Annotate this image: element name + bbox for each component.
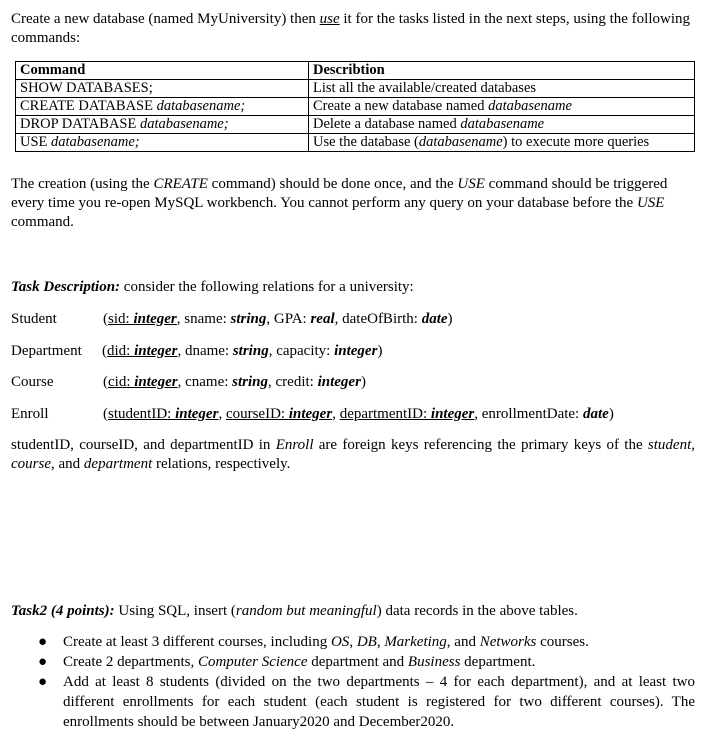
header-description: Describtion [309,62,695,80]
description-cell: Create a new database named databasename [309,98,695,116]
header-command: Command [16,62,309,80]
task2-heading: Task2 (4 points): Using SQL, insert (random but meaningful) data records in the above tables. [11,603,578,619]
table-row [16,116,695,134]
description-cell: List all the available/created databases [309,80,695,98]
intro-paragraph: Create a new database (named MyUniversity) then use it for the tasks listed in the next steps, using the following commands: [11,11,691,46]
relation-attributes: (did: integer, dname: string, capacity: integer) [102,343,383,359]
relation-attributes: (cid: integer, cname: string, credit: integer) [103,374,366,390]
usage-note-paragraph: The creation (using the CREATE command) should be done once, and the USE command should be triggered every time you re-open MySQL workbench. You cannot perform any query on your database before the USE command. [11,176,668,230]
relation-name: Department [11,343,82,359]
table-row [16,80,695,98]
relation-course [11,373,711,392]
relation-name: Enroll [11,406,49,422]
list-item: ● Create 2 departments, Computer Science department and Business department. [38,654,536,670]
table-row [16,98,695,116]
list-item: ● Add at least 8 students (divided on the two departments – 4 for each department), and at least two different enrollments for each student (each student is registered for two different courses). The enrollments should be between January2020 and December2020. [38,674,695,730]
table-header-row [16,62,695,80]
command-cell: DROP DATABASE databasename; [16,116,309,134]
use-keyword: use [319,11,340,27]
table-row [16,134,695,152]
command-cell: SHOW DATABASES; [16,80,309,98]
bullet-icon: ● [38,654,48,670]
bullet-icon: ● [38,634,48,650]
task-description-heading: Task Description: consider the following relations for a university: [11,279,414,295]
commands-table [15,61,695,152]
bullet-icon: ● [38,674,48,690]
list-item: ● Create at least 3 different courses, including OS, DB, Marketing, and Networks courses. [38,634,589,650]
command-cell: CREATE DATABASE databasename; [16,98,309,116]
relation-department [11,342,711,361]
relation-attributes: (sid: integer, sname: string, GPA: real, dateOfBirth: date) [103,311,453,327]
relation-enroll [11,405,711,424]
command-cell: USE databasename; [16,134,309,152]
description-cell: Use the database (databasename) to execute more queries [309,134,695,152]
task2-bullet-list [0,632,700,732]
relation-name: Student [11,311,57,327]
description-cell: Delete a database named databasename [309,116,695,134]
relation-name: Course [11,374,54,390]
foreign-key-note: studentID, courseID, and departmentID in Enroll are foreign keys referencing the primary keys of the student, course, and department relations, respectively. [11,437,695,472]
relation-student [11,310,711,329]
relation-attributes: (studentID: integer, courseID: integer, departmentID: integer, enrollmentDate: date) [103,406,614,422]
